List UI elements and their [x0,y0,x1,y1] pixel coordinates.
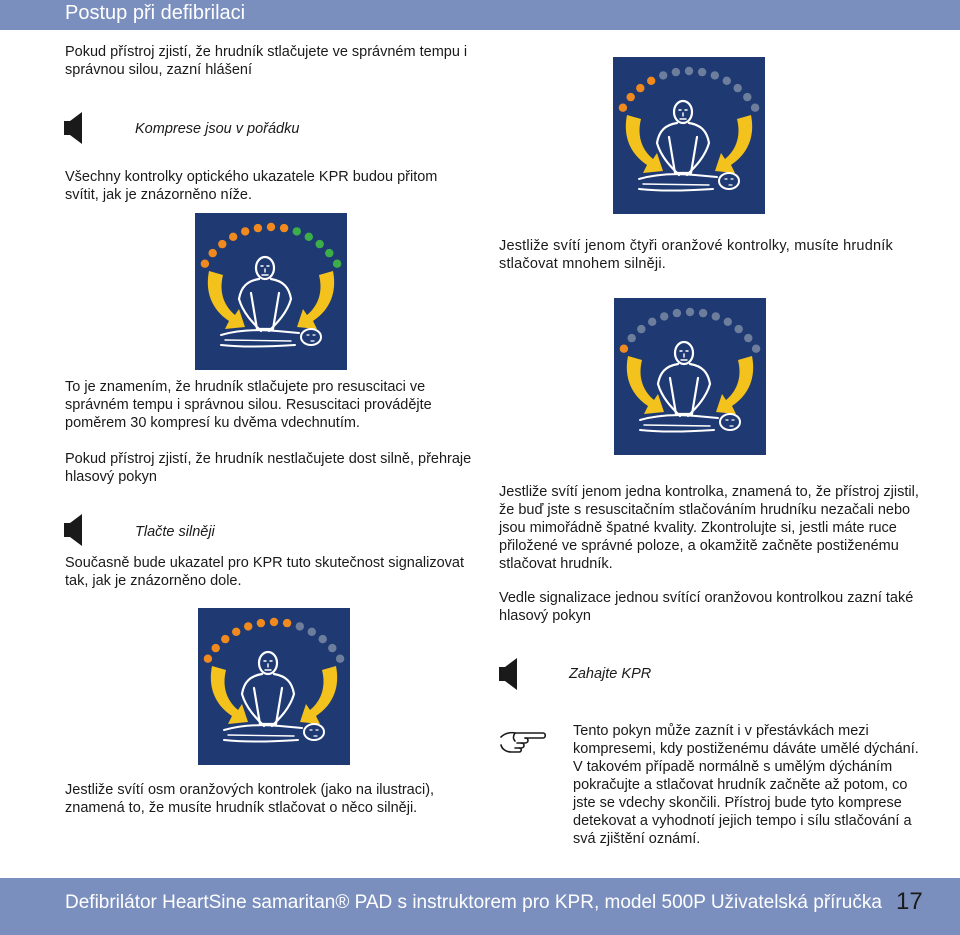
orange-led [686,308,694,316]
green-led [712,312,720,320]
orange-led [270,618,278,626]
orange-led [267,223,275,231]
voice-prompt-good: Komprese jsou v pořádku [135,121,300,137]
patient-figure [640,414,740,432]
paragraph-one-light: Jestliže svítí jenom jedna kontrolka, znamená to, že přístroj zjistil, že buď jste s resuscitačním stlačováním hrudníku nezačali nebo jsou mimořádně špatné kvality. Zkontrolujte si, jestli máte ruce přiložené ve správné poloze, a okamžitě začněte postiženému stlačovat hrudník. [499,484,919,572]
orange-led [636,84,644,92]
cpr-indicator-four-orange [613,57,765,214]
rescuer-figure [658,342,710,416]
orange-led [628,334,636,342]
orange-led [218,240,226,248]
green-led [325,249,333,257]
orange-led [201,260,209,268]
orange-led [673,309,681,317]
paragraph-all-lit: Všechny kontrolky optického ukazatele KPR budou přitom svítit, jak je znázorněno níže. [65,169,438,203]
orange-led [241,227,249,235]
green-led [752,345,760,353]
patient-figure [221,329,321,347]
paragraph-correct-compression: Pokud přístroj zjistí, že hrudník stlačujete ve správném tempu i správnou silou, zazní hlášení [65,44,468,78]
orange-led [620,345,628,353]
green-led [723,77,731,85]
voice-prompt-push-harder: Tlačte silněji [135,524,215,540]
right-arrow-icon [715,115,752,173]
green-led [724,318,732,326]
green-led [305,233,313,241]
right-arrow-icon [297,271,334,329]
green-led [735,325,743,333]
orange-led [647,77,655,85]
orange-led [672,68,680,76]
orange-led [244,622,252,630]
green-led [328,644,336,652]
cpr-indicator-eight-orange [198,608,350,765]
green-led [751,104,759,112]
green-led [336,655,344,663]
paragraph-indicator-shows: Současně bude ukazatel pro KPR tuto skutečnost signalizovat tak, jak je znázorněno dole. [65,555,464,589]
cpr-indicator-one-orange [614,298,766,455]
orange-led [283,619,291,627]
orange-led [699,309,707,317]
speaker-icon [64,112,82,144]
orange-led [660,312,668,320]
orange-led [212,644,220,652]
paragraph-eight-orange: Jestliže svítí osm oranžových kontrolek (jako na ilustraci), znamená to, že musíte hrudník stlačovat o něco silněji. [65,782,435,816]
speaker-icon [499,658,517,690]
page-header [0,0,960,30]
orange-led [221,635,229,643]
cpr-illustration-eight-orange [198,608,350,765]
orange-led [204,655,212,663]
green-led [743,93,751,101]
orange-led [254,224,262,232]
orange-led [619,104,627,112]
footer-title: Defibrilátor HeartSine samaritan® PAD s instruktorem pro KPR, model 500P Uživatelská příručka [65,892,882,913]
speaker-icon [64,514,82,546]
green-led [308,628,316,636]
pointing-hand-icon [499,727,547,757]
rescuer-figure [242,652,294,726]
orange-led [232,628,240,636]
voice-prompt-start-cpr: Zahajte KPR [569,666,652,682]
orange-led [637,325,645,333]
orange-led [209,249,217,257]
patient-figure [224,724,324,742]
green-led [319,635,327,643]
orange-led [659,71,667,79]
page-footer [0,878,960,935]
paragraph-not-hard-enough: Pokud přístroj zjistí, že hrudník nestlačujete dost silně, přehraje hlasový pokyn [65,451,472,485]
green-led [316,240,324,248]
orange-led [229,233,237,241]
cpr-illustration-four-orange [613,57,765,214]
green-led [333,260,341,268]
page-number: 17 [896,888,923,915]
page-title: Postup při defibrilaci [65,2,246,24]
patient-figure [639,173,739,191]
paragraph-correct-rhythm: To je znamením, že hrudník stlačujete pro resuscitaci ve správném tempu i správnou silou. Resuscitaci provádějte poměrem 30 kompresí ku dvěma vdechnutím. [65,379,432,431]
cpr-illustration-one-orange [614,298,766,455]
green-led [293,227,301,235]
rescuer-figure [657,101,709,175]
green-led [734,84,742,92]
orange-led [685,67,693,75]
orange-led [648,318,656,326]
paragraph-four-orange: Jestliže svítí jenom čtyři oranžové kontrolky, musíte hrudník stlačovat mnohem silněji. [499,238,893,272]
green-led [711,71,719,79]
green-led [744,334,752,342]
cpr-indicator-all-lit [195,213,347,370]
right-arrow-icon [300,666,337,724]
note-paragraph: Tento pokyn může zaznít i v přestávkách mezi kompresemi, kdy postiženému dáváte umělé dýchání. V takovém případě normálně s umělým dýcháním pokračujte a stlačovat hrudník začněte až potom, co jste se vdechy skončili. Přístroj bude tyto komprese detekovat a vyhodnotí jejich tempo i sílu stlačování a svá zjištění oznámí. [573,723,919,847]
orange-led [257,619,265,627]
paragraph-voice-prompt: Vedle signalizace jednou svítící oranžovou kontrolkou zazní také hlasový pokyn [499,590,914,624]
cpr-illustration-all-lit [195,213,347,370]
orange-led [627,93,635,101]
orange-led [698,68,706,76]
right-arrow-icon [716,356,753,414]
orange-led [280,224,288,232]
green-led [296,622,304,630]
rescuer-figure [239,257,291,331]
